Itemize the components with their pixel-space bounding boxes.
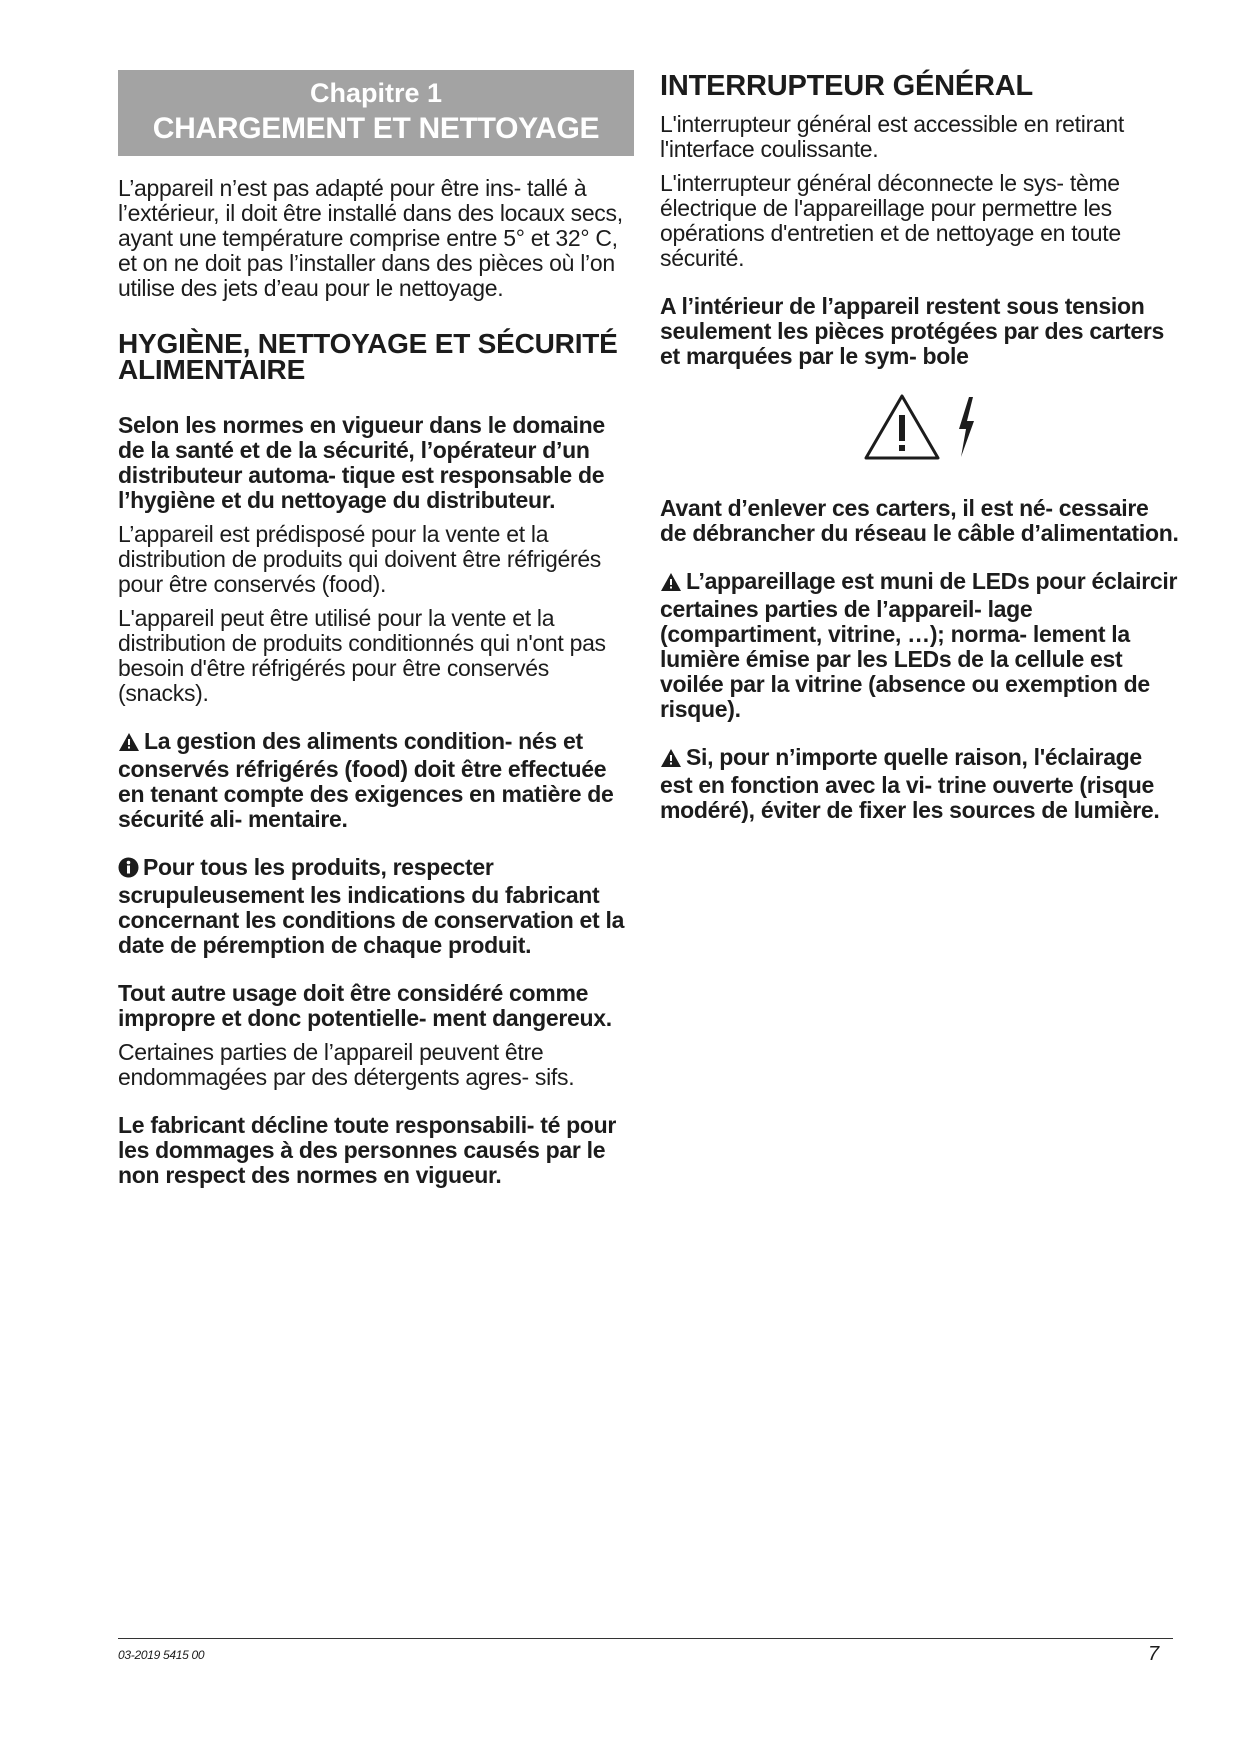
left-column — [118, 70, 634, 1188]
other-use-paragraph: Tout autre usage doit être considéré comme impropre et donc potentielle- ment dangereux. — [118, 980, 612, 1031]
liability-paragraph: Le fabricant décline toute responsabili- té pour les dommages à des personnes causés par le non respect des normes en vigueur. — [118, 1112, 617, 1188]
lightning-bolt-icon — [955, 395, 977, 464]
warning-leds-text: L’appareillage est muni de LEDs pour éclaircir certaines parties de l’appareil- lage (compartiment, vitrine, …); norma- lement la lumière émise par les LEDs de la cellule est voilée par la vitrine (absence ou exemption de risque). — [660, 568, 1178, 722]
warning-light-paragraph — [660, 745, 1180, 823]
chapter-title: CHARGEMENT ET NETTOYAGE — [152, 112, 600, 145]
detergents-paragraph: Certaines parties de l’appareil peuvent être endommagées par des détergents agres- sifs. — [118, 1039, 575, 1090]
info-products-text: Pour tous les produits, respecter scrupuleusement les indications du fabricant concernant les conditions de conservation et la date de péremption de chaque produit. — [118, 854, 625, 958]
right-column — [660, 70, 1180, 823]
info-circle-icon — [118, 857, 139, 883]
chapter-number: Chapitre 1 — [309, 78, 443, 108]
warning-triangle-icon — [660, 572, 682, 597]
food-paragraph: L’appareil est prédisposé pour la vente et la distribution de produits qui doivent être réfrigérés pour être conservés (food). — [118, 521, 602, 597]
hazard-symbols — [660, 393, 1180, 466]
section-heading-interrupteur: INTERRUPTEUR GÉNÉRAL — [660, 70, 1034, 102]
page-number: 7 — [1148, 1643, 1160, 1665]
warning-triangle-icon — [660, 748, 682, 773]
warning-food-text: La gestion des aliments condition- nés et conservés réfrigérés (food) doit être effectuée en tenant compte des exigences en matière de sécurité ali- mentaire. — [118, 728, 614, 832]
footer-document-code: 03-2019 5415 00 — [118, 1648, 205, 1662]
warning-triangle-icon — [863, 393, 941, 466]
warning-light-text: Si, pour n’importe quelle raison, l'éclairage est en fonction avec la vi- trine ouverte (risque modéré), éviter de fixer les sources de lumière. — [660, 744, 1160, 823]
warning-food-paragraph — [118, 729, 634, 832]
warning-leds-paragraph — [660, 569, 1180, 722]
snacks-paragraph: L'appareil peut être utilisé pour la vente et la distribution de produits conditionnés qui n'ont pas besoin d'être réfrigérés pour être conservés (snacks). — [118, 605, 606, 706]
remove-covers-paragraph: Avant d’enlever ces carters, il est né- cessaire de débrancher du réseau le câble d’alimentation. — [660, 495, 1179, 546]
switch-disconnect-paragraph: L'interrupteur général déconnecte le sys- tème électrique de l'appareillage pour permettre les opérations d'entretien et de nettoyage en toute sécurité. — [660, 170, 1121, 271]
chapter-header — [118, 70, 634, 156]
footer-divider — [118, 1638, 1173, 1639]
info-products-paragraph — [118, 855, 634, 958]
switch-access-paragraph: L'interrupteur général est accessible en retirant l'interface coulissante. — [660, 111, 1125, 162]
warning-triangle-icon — [118, 732, 140, 757]
intro-paragraph: L’appareil n’est pas adapté pour être ins- tallé à l’extérieur, il doit être installé dans des locaux secs, ayant une température comprise entre 5° et 32° C, et on ne doit pas l’installer dans des pièces où l’on utilise des jets d’eau pour le nettoyage. — [118, 175, 623, 301]
section-heading-hygiene: HYGIÈNE, NETTOYAGE ET SÉCURITÉ ALIMENTAIRE — [118, 328, 618, 385]
live-parts-paragraph: A l’intérieur de l’appareil restent sous tension seulement les pièces protégées par des carters et marquées par le sym- bole — [660, 293, 1164, 369]
norms-paragraph: Selon les normes en vigueur dans le domaine de la santé et de la sécurité, l’opérateur d’un distributeur automa- tique est responsable de l’hygiène et du nettoyage du distributeur. — [118, 412, 605, 513]
